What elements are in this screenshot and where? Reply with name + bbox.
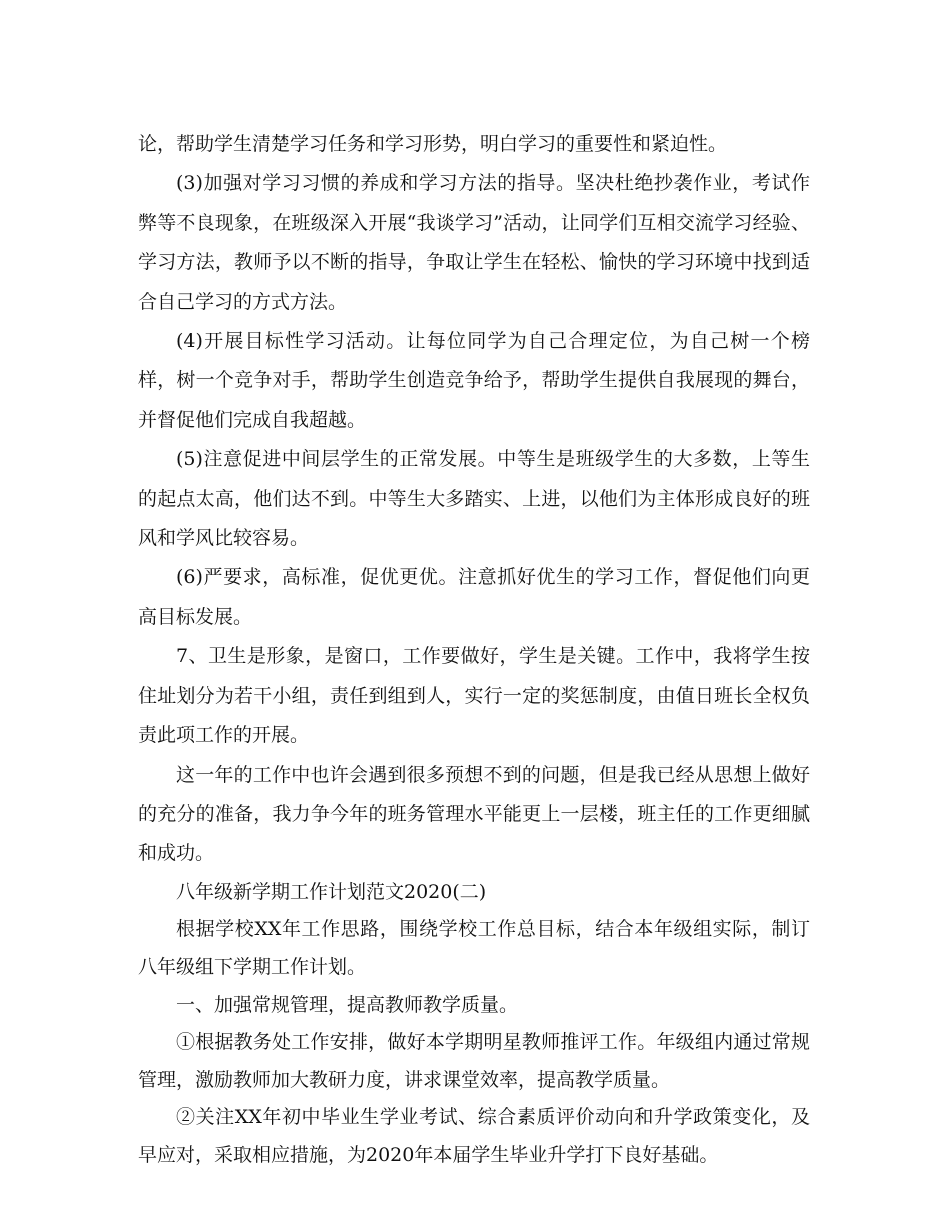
paragraph-item-4: (4)开展目标性学习活动。让每位同学为自己合理定位，为自己树一个榜样，树一个竞争对手，帮助学生创造竞争给予，帮助学生提供自我展现的舞台，并督促他们完成自我超越。 [138, 330, 810, 431]
paragraph-point-2: ②关注XX年初中毕业生学业考试、综合素质评价动向和升学政策变化，及早应对，采取相应措施，为2020年本届学生毕业升学打下良好基础。 [138, 1106, 810, 1166]
subsection-heading: 一、加强常规管理，提高教师教学质量。 [176, 993, 519, 1016]
document-body [138, 125, 810, 1174]
paragraph-intro: 根据学校XX年工作思路，围绕学校工作总目标，结合本年级组实际，制订八年级组下学期工作计划。 [138, 918, 810, 978]
paragraph-conclusion: 这一年的工作中也许会遇到很多预想不到的问题，但是我已经从思想上做好的充分的准备，我力争今年的班务管理水平能更上一层楼，班主任的工作更细腻和成功。 [138, 763, 810, 865]
paragraph-continuation: 论，帮助学生清楚学习任务和学习形势，明白学习的重要性和紧迫性。 [138, 133, 728, 155]
paragraph-item-5: (5)注意促进中间层学生的正常发展。中等生是班级学生的大多数，上等生的起点太高，他们达不到。中等生大多踏实、上进，以他们为主体形成良好的班风和学风比较容易。 [138, 448, 810, 550]
paragraph-item-3: (3)加强对学习习惯的养成和学习方法的指导。坚决杜绝抄袭作业，考试作弊等不良现象，在班级深入开展“我谈学习”活动，让同学们互相交流学习经验、学习方法，教师予以不断的指导，争取让学生在轻松、愉快的学习环境中找到适合自己学习的方式方法。 [138, 172, 810, 313]
paragraph-item-7: 7、卫生是形象，是窗口，工作要做好，学生是关键。工作中，我将学生按住址划分为若干小组，责任到组到人，实行一定的奖惩制度，由值日班长全权负责此项工作的开展。 [138, 645, 810, 747]
paragraph-point-1: ①根据教务处工作安排，做好本学期明星教师推评工作。年级组内通过常规管理，激励教师加大教研力度，讲求课堂效率，提高教学质量。 [138, 1031, 810, 1091]
paragraph-item-6: (6)严要求，高标准，促优更优。注意抓好优生的学习工作，督促他们向更高目标发展。 [138, 566, 810, 628]
section-heading: 八年级新学期工作计划范文2020(二) [176, 880, 487, 903]
